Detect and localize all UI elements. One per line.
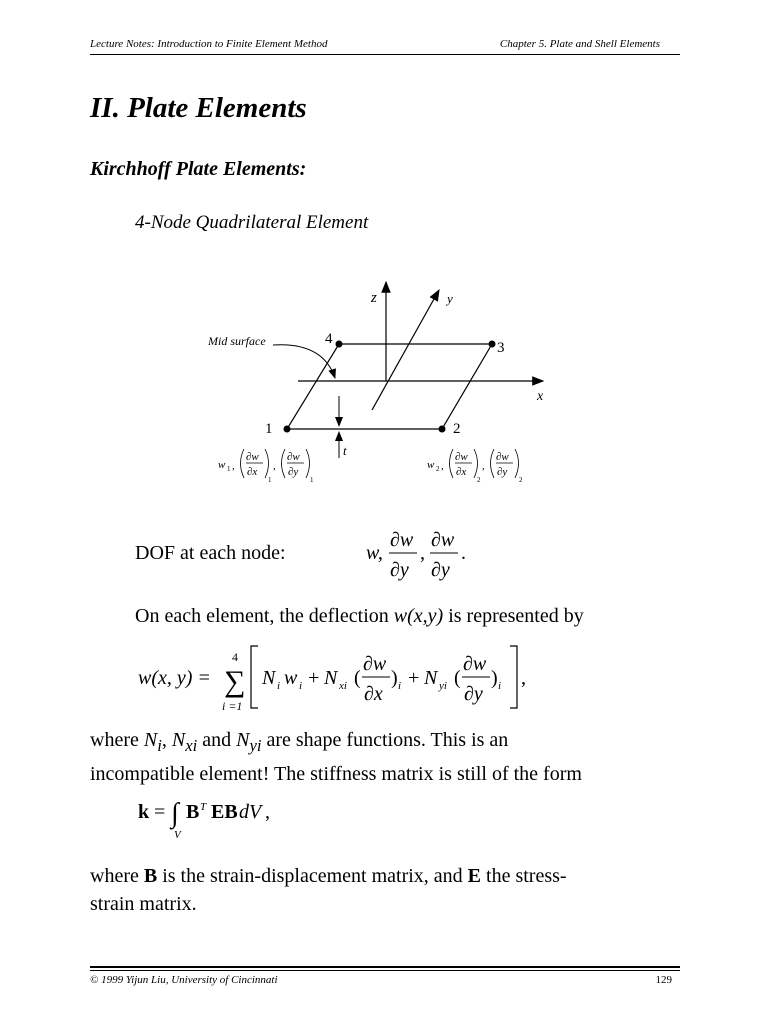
stiffness-equation bbox=[134, 790, 324, 840]
svg-text:∂w: ∂w bbox=[496, 451, 509, 463]
node-dot-3 bbox=[489, 341, 496, 348]
svg-text:): ) bbox=[391, 667, 398, 689]
subsection-title: Kirchhoff Plate Elements: bbox=[90, 158, 307, 180]
svg-text:1: 1 bbox=[227, 465, 231, 473]
mid-surface-leader bbox=[273, 345, 335, 378]
shape-line-1: where $N_i$, $N_{xi}$ and $N_{yi}$ are shape functions. This is an bbox=[90, 729, 509, 755]
svg-text:∂y: ∂y bbox=[390, 559, 409, 581]
svg-text:.: . bbox=[461, 542, 466, 564]
node1-dof bbox=[218, 449, 314, 484]
dof-expression bbox=[360, 522, 480, 584]
svg-text:+: + bbox=[408, 667, 420, 689]
deflection-equation bbox=[134, 640, 554, 716]
section-title: II. Plate Elements bbox=[90, 92, 307, 124]
node-label-2: 2 bbox=[453, 421, 461, 437]
svg-text:w: w bbox=[218, 459, 226, 471]
svg-text:i: i bbox=[277, 680, 281, 692]
header-rule bbox=[90, 54, 680, 55]
svg-text:(: ( bbox=[354, 667, 361, 689]
svg-text:V: V bbox=[174, 829, 181, 840]
dof-label: DOF at each node: bbox=[135, 542, 286, 564]
deflection-suffix: is represented by bbox=[443, 605, 584, 627]
svg-text:i: i bbox=[398, 680, 402, 692]
mid-surface-label: Mid surface bbox=[208, 334, 266, 348]
svg-text:=: = bbox=[154, 801, 166, 823]
axis-label-z: z bbox=[371, 290, 377, 306]
shape-line-2: incompatible element! The stiffness matrix is still of the form bbox=[90, 763, 582, 785]
svg-text:k: k bbox=[138, 801, 150, 823]
element-name: 4-Node Quadrilateral Element bbox=[135, 212, 369, 233]
node-label-3: 3 bbox=[497, 340, 505, 356]
deflection-function: w(x,y) bbox=[393, 605, 444, 627]
svg-text:∂w: ∂w bbox=[246, 451, 259, 463]
axis-label-y: y bbox=[447, 291, 453, 306]
svg-text:,: , bbox=[441, 460, 444, 472]
footer-copyright: © 1999 Yijun Liu, University of Cincinnati bbox=[90, 974, 278, 986]
svg-text:∂w: ∂w bbox=[431, 529, 455, 551]
deflection-sentence bbox=[135, 602, 584, 630]
thickness-label: t bbox=[343, 443, 347, 458]
svg-text:w(x, y) =: w(x, y) = bbox=[138, 667, 211, 689]
axis-label-x: x bbox=[537, 389, 544, 404]
svg-text:N: N bbox=[324, 667, 338, 689]
svg-text:∑: ∑ bbox=[224, 665, 246, 698]
svg-text:N: N bbox=[424, 667, 438, 689]
y-axis bbox=[372, 290, 439, 410]
plate-quadrilateral bbox=[287, 344, 492, 429]
svg-text:,: , bbox=[521, 667, 526, 689]
node-dot-2 bbox=[439, 426, 446, 433]
svg-text:2: 2 bbox=[477, 476, 481, 484]
svg-text:B: B bbox=[186, 801, 200, 823]
svg-text:w: w bbox=[427, 459, 435, 471]
svg-text:i =1: i =1 bbox=[222, 699, 243, 713]
plate-element-figure bbox=[195, 278, 565, 493]
svg-text:(: ( bbox=[454, 667, 461, 689]
svg-text:∂y: ∂y bbox=[464, 683, 483, 705]
shape-function-paragraph bbox=[90, 726, 690, 788]
svg-text:w,: w, bbox=[366, 542, 383, 564]
svg-text:∂w: ∂w bbox=[287, 451, 300, 463]
svg-text:∂w: ∂w bbox=[463, 653, 487, 675]
svg-text:4: 4 bbox=[232, 650, 238, 664]
svg-text:∂x: ∂x bbox=[364, 683, 383, 705]
svg-text:2: 2 bbox=[436, 465, 440, 473]
svg-text:1: 1 bbox=[310, 476, 314, 484]
svg-text:N: N bbox=[262, 667, 276, 689]
svg-text:i: i bbox=[498, 680, 502, 692]
svg-text:): ) bbox=[491, 667, 498, 689]
node-label-4: 4 bbox=[325, 331, 333, 347]
svg-text:∂x: ∂x bbox=[247, 466, 258, 478]
footer-rule-bottom bbox=[90, 970, 680, 971]
svg-text:,: , bbox=[232, 460, 235, 472]
svg-text:xi: xi bbox=[339, 680, 347, 692]
svg-text:∂x: ∂x bbox=[456, 466, 467, 478]
svg-text:w: w bbox=[284, 667, 298, 689]
page-number: 129 bbox=[655, 974, 672, 986]
svg-text:,: , bbox=[273, 460, 276, 472]
svg-text:∂y: ∂y bbox=[288, 466, 299, 478]
svg-text:,: , bbox=[265, 801, 270, 823]
svg-text:,: , bbox=[482, 460, 485, 472]
strain-line-2: strain matrix. bbox=[90, 893, 197, 915]
svg-text:∂w: ∂w bbox=[455, 451, 468, 463]
strain-paragraph bbox=[90, 862, 690, 918]
deflection-prefix: On each element, the deflection bbox=[135, 605, 394, 627]
svg-text:∂y: ∂y bbox=[431, 559, 450, 581]
svg-text:dV: dV bbox=[239, 801, 262, 823]
svg-text:∫: ∫ bbox=[171, 798, 179, 829]
svg-text:T: T bbox=[200, 801, 207, 813]
svg-text:2: 2 bbox=[519, 476, 523, 484]
svg-text:yi: yi bbox=[439, 680, 447, 692]
footer-rule-top bbox=[90, 966, 680, 968]
svg-text:EB: EB bbox=[211, 801, 238, 823]
node-dot-1 bbox=[284, 426, 291, 433]
header-left: Lecture Notes: Introduction to Finite Element Method bbox=[90, 38, 328, 50]
svg-text:,: , bbox=[420, 542, 425, 564]
strain-line-1: where B is the strain-displacement matrix, and E the stress- bbox=[90, 865, 567, 887]
svg-text:∂y: ∂y bbox=[497, 466, 508, 478]
node-label-1: 1 bbox=[265, 421, 273, 437]
svg-text:i: i bbox=[299, 680, 303, 692]
svg-text:∂w: ∂w bbox=[390, 529, 414, 551]
svg-text:+: + bbox=[308, 667, 320, 689]
svg-text:1: 1 bbox=[268, 476, 272, 484]
node2-dof bbox=[427, 449, 523, 484]
node-dot-4 bbox=[336, 341, 343, 348]
header-right: Chapter 5. Plate and Shell Elements bbox=[499, 38, 660, 50]
svg-text:∂w: ∂w bbox=[363, 653, 387, 675]
